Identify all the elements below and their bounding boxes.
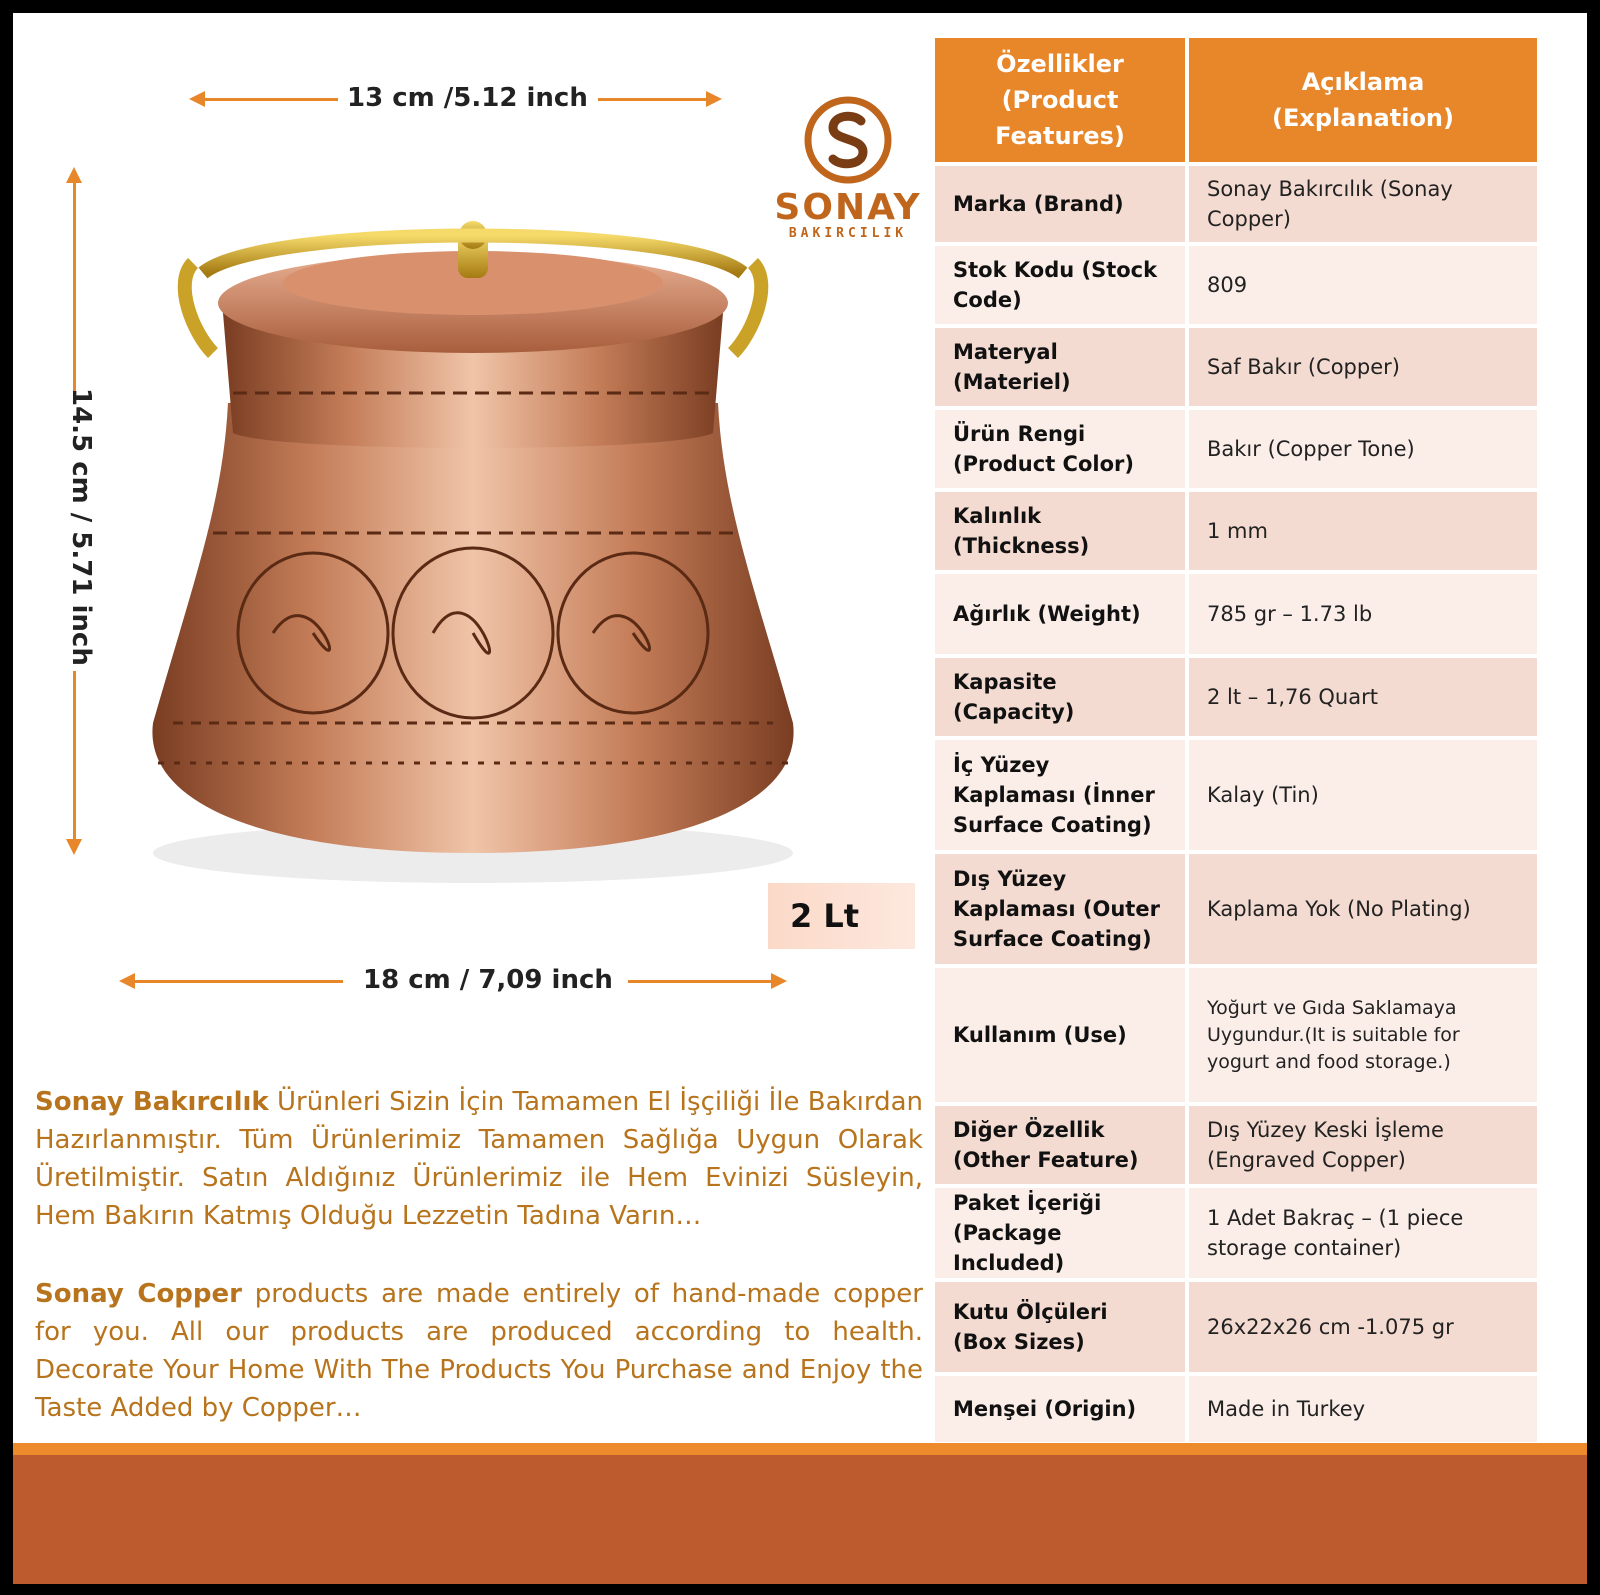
table-header-features: Özellikler (Product Features) bbox=[935, 38, 1189, 166]
row-value: 785 gr – 1.73 lb bbox=[1189, 574, 1541, 658]
table-row bbox=[935, 410, 1541, 492]
height-arrow-down bbox=[73, 671, 76, 841]
row-value: 2 lt – 1,76 Quart bbox=[1189, 658, 1541, 740]
description-english-brand: Sonay Copper bbox=[35, 1279, 242, 1309]
bottom-width-arrow-left bbox=[133, 980, 343, 983]
row-key: Kapasite (Capacity) bbox=[935, 658, 1189, 740]
table-row bbox=[935, 968, 1541, 1106]
spec-table bbox=[935, 38, 1541, 1446]
row-key: Paket İçeriği (Package Included) bbox=[935, 1188, 1189, 1282]
row-key: Menşei (Origin) bbox=[935, 1376, 1189, 1446]
row-key: Diğer Özellik (Other Feature) bbox=[935, 1106, 1189, 1188]
row-key: Kutu Ölçüleri (Box Sizes) bbox=[935, 1282, 1189, 1376]
table-row bbox=[935, 328, 1541, 410]
footer-accent-line bbox=[13, 1443, 1587, 1455]
description-turkish bbox=[35, 1083, 923, 1235]
logo-subtitle: BAKIRCILIK bbox=[788, 226, 908, 241]
row-key: Marka (Brand) bbox=[935, 166, 1189, 246]
table-row bbox=[935, 1106, 1541, 1188]
row-value: Saf Bakır (Copper) bbox=[1189, 328, 1541, 410]
row-value: Sonay Bakırcılık (Sonay Copper) bbox=[1189, 166, 1541, 246]
height-arrow-up bbox=[73, 181, 76, 403]
table-row bbox=[935, 658, 1541, 740]
top-width-arrow-left bbox=[203, 98, 338, 101]
row-key: Materyal (Materiel) bbox=[935, 328, 1189, 410]
capacity-badge bbox=[768, 883, 915, 949]
description-english-text: products are made entirely of hand-made copper for you. All our products are produced according to health. Decorate Your Home With The Products You Purchase and Enjoy the Taste Added by Copper… bbox=[35, 1279, 923, 1423]
table-row bbox=[935, 1376, 1541, 1446]
table-row bbox=[935, 740, 1541, 854]
row-value: Bakır (Copper Tone) bbox=[1189, 410, 1541, 492]
row-key: İç Yüzey Kaplaması (İnner Surface Coating) bbox=[935, 740, 1189, 854]
row-value: Made in Turkey bbox=[1189, 1376, 1541, 1446]
row-value: Dış Yüzey Keski İşleme (Engraved Copper) bbox=[1189, 1106, 1541, 1188]
row-value: Yoğurt ve Gıda Saklamaya Uygundur.(It is suitable for yogurt and food storage.) bbox=[1189, 968, 1541, 1106]
row-key: Stok Kodu (Stock Code) bbox=[935, 246, 1189, 328]
table-row bbox=[935, 1188, 1541, 1282]
top-width-arrow-right bbox=[598, 98, 708, 101]
height-label: 14.5 cm / 5.71 inch bbox=[66, 388, 96, 666]
row-key: Ürün Rengi (Product Color) bbox=[935, 410, 1189, 492]
row-value: 26x22x26 cm -1.075 gr bbox=[1189, 1282, 1541, 1376]
row-key: Dış Yüzey Kaplaması (Outer Surface Coating) bbox=[935, 854, 1189, 968]
row-value: Kalay (Tin) bbox=[1189, 740, 1541, 854]
row-key: Kalınlık (Thickness) bbox=[935, 492, 1189, 574]
table-header-row bbox=[935, 38, 1541, 166]
product-sheet bbox=[13, 13, 1587, 1584]
table-row bbox=[935, 854, 1541, 968]
table-row bbox=[935, 574, 1541, 658]
logo-name: SONAY bbox=[774, 187, 922, 228]
description-english bbox=[35, 1275, 923, 1427]
copper-pot-image bbox=[113, 203, 833, 893]
bottom-width-arrow-right bbox=[628, 980, 773, 983]
logo-emblem-icon bbox=[803, 95, 893, 185]
row-value: Kaplama Yok (No Plating) bbox=[1189, 854, 1541, 968]
description-turkish-brand: Sonay Bakırcılık bbox=[35, 1087, 269, 1117]
row-value: 1 Adet Bakraç – (1 piece storage container) bbox=[1189, 1188, 1541, 1282]
row-value: 809 bbox=[1189, 246, 1541, 328]
capacity-badge-text: 2 Lt bbox=[790, 897, 860, 935]
table-header-explanation: Açıklama (Explanation) bbox=[1189, 38, 1541, 166]
row-key: Kullanım (Use) bbox=[935, 968, 1189, 1106]
table-row bbox=[935, 492, 1541, 574]
table-row bbox=[935, 166, 1541, 246]
bottom-width-label: 18 cm / 7,09 inch bbox=[363, 965, 613, 995]
table-row bbox=[935, 246, 1541, 328]
row-key: Ağırlık (Weight) bbox=[935, 574, 1189, 658]
row-value: 1 mm bbox=[1189, 492, 1541, 574]
footer-bar bbox=[13, 1455, 1587, 1584]
table-row bbox=[935, 1282, 1541, 1376]
description-turkish-text: Ürünleri Sizin İçin Tamamen El İşçiliği İle Bakırdan Hazırlanmıştır. Tüm Ürünlerimiz Tamamen Sağlığa Uygun Olarak Üretilmiştir. Satın Aldığınız Ürünlerimiz ile Hem Evinizi Süsleyin, Hem Bakırın Katmış Olduğu Lezzetin Tadına Varın… bbox=[35, 1087, 923, 1231]
top-width-label: 13 cm /5.12 inch bbox=[347, 83, 588, 113]
